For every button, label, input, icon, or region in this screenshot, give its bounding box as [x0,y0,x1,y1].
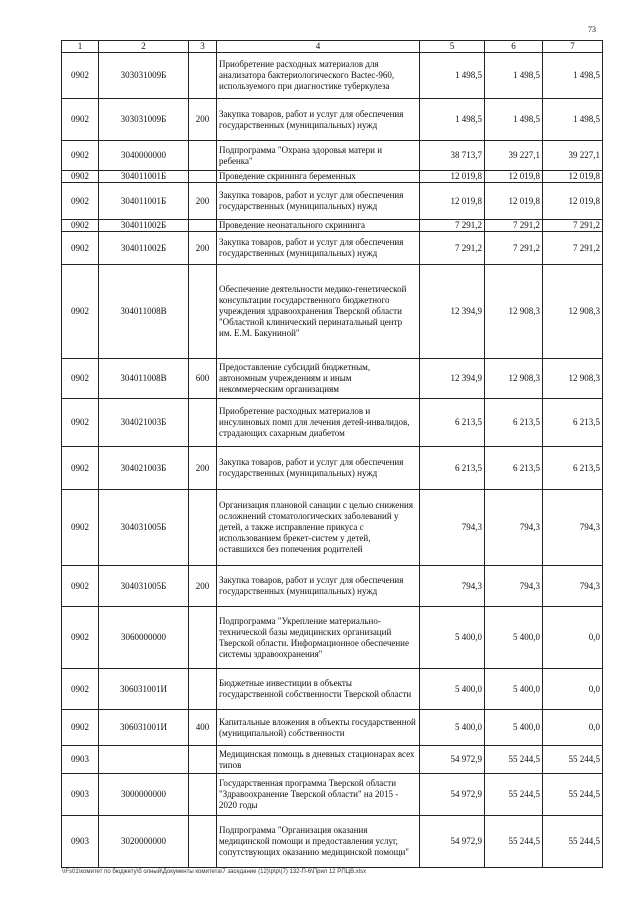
expense-type [189,490,217,566]
section-code: 0902 [62,359,99,399]
target-article-code: 304011002Б [99,220,189,232]
amount-col6: 794,3 [485,490,543,566]
item-name: Приобретение расходных материалов и инсулиновых помп для лечения детей-инвалидов, страдающих сахарным диабетом [217,399,420,447]
amount-col6: 5 400,0 [485,669,543,710]
table-row [62,566,603,607]
amount-col6: 7 291,2 [485,232,543,265]
target-article-code: 304011008В [99,265,189,359]
amount-col7: 7 291,2 [543,220,603,232]
section-code: 0902 [62,232,99,265]
section-code: 0902 [62,710,99,746]
amount-col7: 7 291,2 [543,232,603,265]
section-code: 0903 [62,746,99,774]
target-article-code: 304011002Б [99,232,189,265]
amount-col7: 6 213,5 [543,399,603,447]
budget-table [61,40,603,868]
table-row [62,359,603,399]
expense-type [189,265,217,359]
item-name: Закупка товаров, работ и услуг для обеспечения государственных (муниципальных) нужд [217,232,420,265]
section-code: 0902 [62,265,99,359]
section-code: 0902 [62,490,99,566]
table-row [62,774,603,816]
amount-col6: 1 498,5 [485,53,543,99]
column-header: 3 [189,41,217,53]
amount-col7: 12 019,8 [543,171,603,183]
section-code: 0902 [62,566,99,607]
amount-col7: 0,0 [543,710,603,746]
table-row [62,171,603,183]
table-row [62,141,603,171]
amount-col5: 38 713,7 [420,141,485,171]
amount-col6: 6 213,5 [485,399,543,447]
amount-col6: 12 908,3 [485,359,543,399]
table-row [62,746,603,774]
expense-type: 600 [189,359,217,399]
amount-col6: 5 400,0 [485,710,543,746]
amount-col5: 12 394,9 [420,265,485,359]
amount-col7: 0,0 [543,669,603,710]
target-article-code: 3060000000 [99,607,189,669]
section-code: 0902 [62,607,99,669]
table-row [62,710,603,746]
section-code: 0902 [62,669,99,710]
item-name: Подпрограмма "Укрепление материально-технической базы медицинских организаций Тверской области. Информационное обеспечение системы здравоохранения" [217,607,420,669]
amount-col6: 1 498,5 [485,99,543,141]
expense-type [189,816,217,868]
amount-col7: 1 498,5 [543,99,603,141]
target-article-code: 304031005Б [99,490,189,566]
amount-col7: 12 019,8 [543,183,603,220]
amount-col7: 0,0 [543,607,603,669]
column-header: 2 [99,41,189,53]
item-name: Закупка товаров, работ и услуг для обеспечения государственных (муниципальных) нужд [217,447,420,490]
item-name: Закупка товаров, работ и услуг для обеспечения государственных (муниципальных) нужд [217,183,420,220]
amount-col5: 1 498,5 [420,99,485,141]
item-name: Подпрограмма "Организация оказания медицинской помощи и предоставления услуг, сопутствующих оказанию медицинской помощи" [217,816,420,868]
item-name: Закупка товаров, работ и услуг для обеспечения государственных (муниципальных) нужд [217,99,420,141]
amount-col6: 39 227,1 [485,141,543,171]
item-name: Медицинская помощь в дневных стационарах всех типов [217,746,420,774]
table-row [62,220,603,232]
table-row [62,53,603,99]
expense-type [189,220,217,232]
expense-type: 200 [189,447,217,490]
column-header: 6 [485,41,543,53]
header-row [62,41,603,53]
amount-col6: 794,3 [485,566,543,607]
item-name: Бюджетные инвестиции в объекты государственной собственности Тверской области [217,669,420,710]
item-name: Государственная программа Тверской области "Здравоохранение Тверской области" на 2015 - 2020 годы [217,774,420,816]
column-header: 7 [543,41,603,53]
item-name: Приобретение расходных материалов для анализатора бактериологического Bactec-960, используемого при диагностике туберкулеза [217,53,420,99]
amount-col5: 54 972,9 [420,746,485,774]
amount-col7: 6 213,5 [543,447,603,490]
amount-col6: 12 019,8 [485,171,543,183]
amount-col5: 794,3 [420,490,485,566]
item-name: Предоставление субсидий бюджетным, автономным учреждениям и иным некоммерческим организациям [217,359,420,399]
target-article-code: 304011008В [99,359,189,399]
expense-type: 200 [189,566,217,607]
amount-col5: 5 400,0 [420,607,485,669]
amount-col6: 7 291,2 [485,220,543,232]
amount-col5: 54 972,9 [420,774,485,816]
amount-col7: 12 908,3 [543,265,603,359]
section-code: 0902 [62,447,99,490]
amount-col6: 12 908,3 [485,265,543,359]
section-code: 0902 [62,99,99,141]
table-row [62,399,603,447]
amount-col5: 12 019,8 [420,171,485,183]
table-row [62,447,603,490]
file-path-footer: \\Fs01\комитет по бюджету\б олный\Документы комитета\7 заседание (12)\p\p\(7) 132-П-6\Прил 12 РПЦВ.xlsx [62,869,367,875]
expense-type [189,141,217,171]
target-article-code: 303031009Б [99,99,189,141]
page-number: 73 [588,25,596,34]
expense-type [189,399,217,447]
amount-col5: 7 291,2 [420,232,485,265]
table-row [62,99,603,141]
table-row [62,490,603,566]
item-name: Обеспечение деятельности медико-генетической консультации государственного бюджетного учреждения здравоохранения Тверской области "Областной клинический перинатальный центр им. Е.М. Бакуниной" [217,265,420,359]
amount-col6: 6 213,5 [485,447,543,490]
amount-col7: 12 908,3 [543,359,603,399]
target-article-code: 303031009Б [99,53,189,99]
table-row [62,816,603,868]
amount-col6: 55 244,5 [485,746,543,774]
amount-col5: 12 019,8 [420,183,485,220]
amount-col7: 794,3 [543,490,603,566]
target-article-code [99,746,189,774]
table-row [62,232,603,265]
column-header: 1 [62,41,99,53]
expense-type [189,607,217,669]
item-name: Подпрограмма "Охрана здоровья матери и ребенка" [217,141,420,171]
section-code: 0902 [62,171,99,183]
amount-col7: 55 244,5 [543,746,603,774]
amount-col7: 794,3 [543,566,603,607]
amount-col5: 5 400,0 [420,710,485,746]
target-article-code: 3000000000 [99,774,189,816]
section-code: 0902 [62,399,99,447]
amount-col5: 6 213,5 [420,447,485,490]
target-article-code: 304011001Б [99,171,189,183]
target-article-code: 304021003Б [99,447,189,490]
table-row [62,607,603,669]
section-code: 0902 [62,141,99,171]
table-row [62,265,603,359]
section-code: 0902 [62,220,99,232]
amount-col5: 7 291,2 [420,220,485,232]
column-header: 4 [217,41,420,53]
expense-type: 200 [189,183,217,220]
expense-type [189,746,217,774]
amount-col6: 55 244,5 [485,774,543,816]
target-article-code: 304011001Б [99,183,189,220]
amount-col5: 1 498,5 [420,53,485,99]
amount-col7: 1 498,5 [543,53,603,99]
section-code: 0902 [62,53,99,99]
item-name: Организация плановой санации с целью снижения осложнений стоматологических заболеваний у детей, а также исправление прикуса с использованием брекет-систем у детей, оставшихся без попечения родителей [217,490,420,566]
amount-col6: 5 400,0 [485,607,543,669]
amount-col6: 12 019,8 [485,183,543,220]
item-name: Проведение скрининга беременных [217,171,420,183]
amount-col7: 55 244,5 [543,774,603,816]
item-name: Закупка товаров, работ и услуг для обеспечения государственных (муниципальных) нужд [217,566,420,607]
amount-col5: 794,3 [420,566,485,607]
expense-type: 200 [189,99,217,141]
item-name: Капитальные вложения в объекты государственной (муниципальной) собственности [217,710,420,746]
amount-col7: 39 227,1 [543,141,603,171]
amount-col5: 12 394,9 [420,359,485,399]
expense-type [189,669,217,710]
expense-type [189,774,217,816]
amount-col7: 55 244,5 [543,816,603,868]
target-article-code: 304031005Б [99,566,189,607]
expense-type [189,53,217,99]
table-row [62,669,603,710]
amount-col5: 6 213,5 [420,399,485,447]
amount-col5: 54 972,9 [420,816,485,868]
amount-col6: 55 244,5 [485,816,543,868]
column-header: 5 [420,41,485,53]
expense-type: 400 [189,710,217,746]
table-row [62,183,603,220]
section-code: 0903 [62,816,99,868]
target-article-code: 3040000000 [99,141,189,171]
item-name: Проведение неонатального скрининга [217,220,420,232]
amount-col5: 5 400,0 [420,669,485,710]
section-code: 0903 [62,774,99,816]
target-article-code: 304021003Б [99,399,189,447]
section-code: 0902 [62,183,99,220]
expense-type [189,171,217,183]
expense-type: 200 [189,232,217,265]
target-article-code: 306031001И [99,669,189,710]
target-article-code: 3020000000 [99,816,189,868]
target-article-code: 306031001И [99,710,189,746]
